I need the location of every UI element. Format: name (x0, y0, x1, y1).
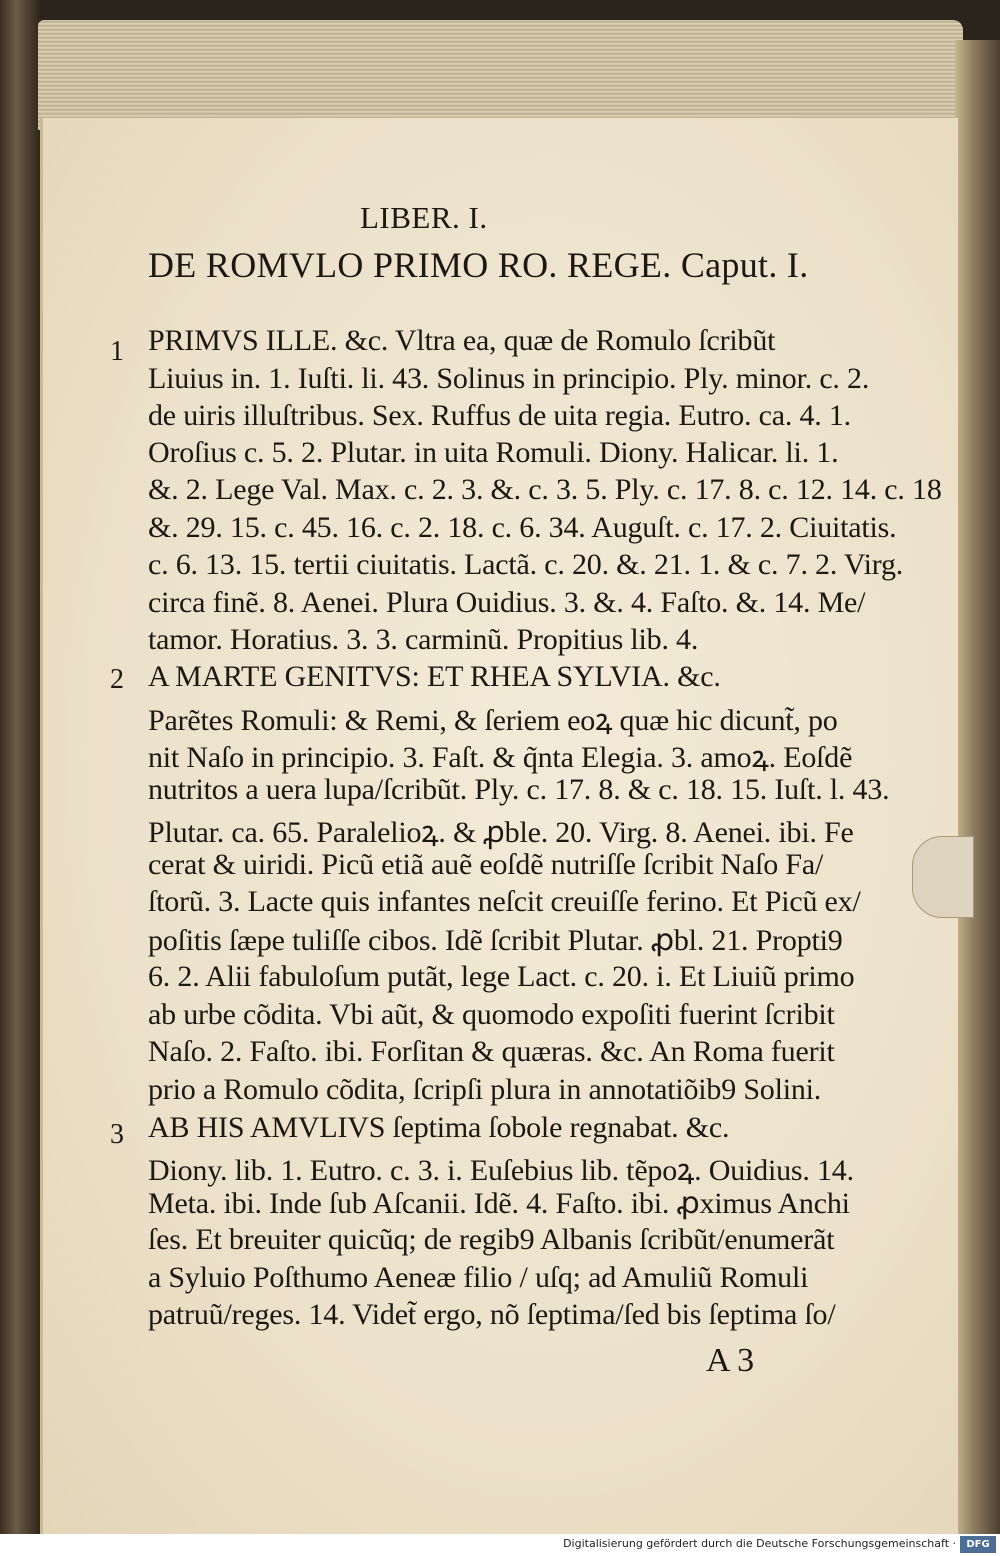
text-line: patruũ/reges. 14. Videt̃ ergo, nõ ſeptima/ſed bis ſeptima ſo/ (148, 1298, 836, 1331)
funding-credit: Digitalisierung gefördert durch die Deutsche Forschungsgemeinschaft · (563, 1537, 956, 1550)
text-line: prio a Romulo cõdita, ſcripſi plura in annotatiõib9 Solini. (148, 1073, 822, 1106)
signature-mark: A 3 (706, 1342, 755, 1379)
text-line: cerat & uiridi. Picũ etiã auẽ eoſdẽ nutriſſe ſcribit Naſo Fa/ (148, 848, 824, 881)
fore-edge (955, 40, 1000, 1534)
text-line: circa finẽ. 8. Aenei. Plura Ouidius. 3. &. 4. Faſto. &. 14. Me/ (148, 586, 866, 619)
note-number-1: 1 (110, 336, 124, 367)
text-line: &. 2. Lege Val. Max. c. 2. 3. &. c. 3. 5. Ply. c. 17. 8. c. 12. 14. c. 18 (148, 473, 942, 506)
text-line: Parẽtes Romuli: & Remi, & ſeriem eoꝝ quæ hic dicunt̃, po (148, 704, 838, 737)
left-book-cover (0, 0, 40, 1534)
text-line: ſtorũ. 3. Lacte quis infantes neſcit creuiſſe ferino. Et Picũ ex/ (148, 885, 861, 918)
page-edges (38, 20, 963, 130)
text-line: Diony. lib. 1. Eutro. c. 3. i. Euſebius lib. tẽpoꝝ. Ouidius. 14. (148, 1154, 854, 1187)
note-number-3: 3 (110, 1119, 124, 1150)
text-line: A MARTE GENITVS: ET RHEA SYLVIA. &c. (148, 660, 721, 693)
text-line: PRIMVS ILLE. &c. Vltra ea, quæ de Romulo ſcribũt (148, 324, 776, 357)
text-line: Naſo. 2. Faſto. ibi. Forſitan & quæras. &c. An Roma fuerit (148, 1035, 835, 1068)
note-number-2: 2 (110, 664, 124, 695)
text-line: ab urbe cõdita. Vbi aũt, & quomodo expoſiti fuerint ſcribit (148, 998, 835, 1031)
text-line: Liuius in. 1. Iuſti. li. 43. Solinus in principio. Ply. minor. c. 2. (148, 362, 870, 395)
text-line: poſitis ſæpe tuliſſe cibos. Idẽ ſcribit Plutar. ꝓbl. 21. Propti9 (148, 924, 843, 957)
text-line: &. 29. 15. c. 45. 16. c. 2. 18. c. 6. 34. Auguſt. c. 17. 2. Ciuitatis. (148, 511, 897, 544)
clip-tab (912, 836, 974, 918)
text-line: nutritos a uera lupa/ſcribũt. Ply. c. 17. 8. & c. 18. 15. Iuſt. l. 43. (148, 773, 890, 806)
text-line: ſes. Et breuiter quicũq; de regib9 Albanis ſcribũt/enumerãt (148, 1223, 835, 1256)
dfg-logo: DFG (960, 1536, 996, 1553)
text-line: Oroſius c. 5. 2. Plutar. in uita Romuli. Diony. Halicar. li. 1. (148, 436, 839, 469)
text-line: Plutar. ca. 65. Paralelioꝝ. & ꝓble. 20. Virg. 8. Aenei. ibi. Fe (148, 816, 854, 849)
text-line: Meta. ibi. Inde ſub Aſcanii. Idẽ. 4. Faſto. ibi. ꝓximus Anchi (148, 1187, 850, 1220)
text-line: c. 6. 13. 15. tertii ciuitatis. Lactã. c. 20. &. 21. 1. & c. 7. 2. Virg. (148, 548, 904, 581)
text-line: nit Naſo in principio. 3. Faſt. & q̃nta Elegia. 3. amoꝝ. Eoſdẽ (148, 741, 853, 774)
footer-bar (0, 1534, 1000, 1556)
text-line: a Syluio Poſthumo Aeneæ filio / uſq; ad Amuliũ Romuli (148, 1261, 809, 1294)
chapter-title: DE ROMVLO PRIMO RO. REGE. Caput. I. (148, 245, 809, 285)
text-line: tamor. Horatius. 3. 3. carminũ. Propitius lib. 4. (148, 623, 699, 656)
text-line: AB HIS AMVLIVS ſeptima ſobole regnabat. &c. (148, 1111, 730, 1144)
running-head: LIBER. I. (360, 200, 488, 235)
text-line: de uiris illuſtribus. Sex. Ruffus de uita regia. Eutro. ca. 4. 1. (148, 399, 851, 432)
text-line: 6. 2. Alii fabuloſum putãt, lege Lact. c. 20. i. Et Liuiũ primo (148, 960, 855, 993)
